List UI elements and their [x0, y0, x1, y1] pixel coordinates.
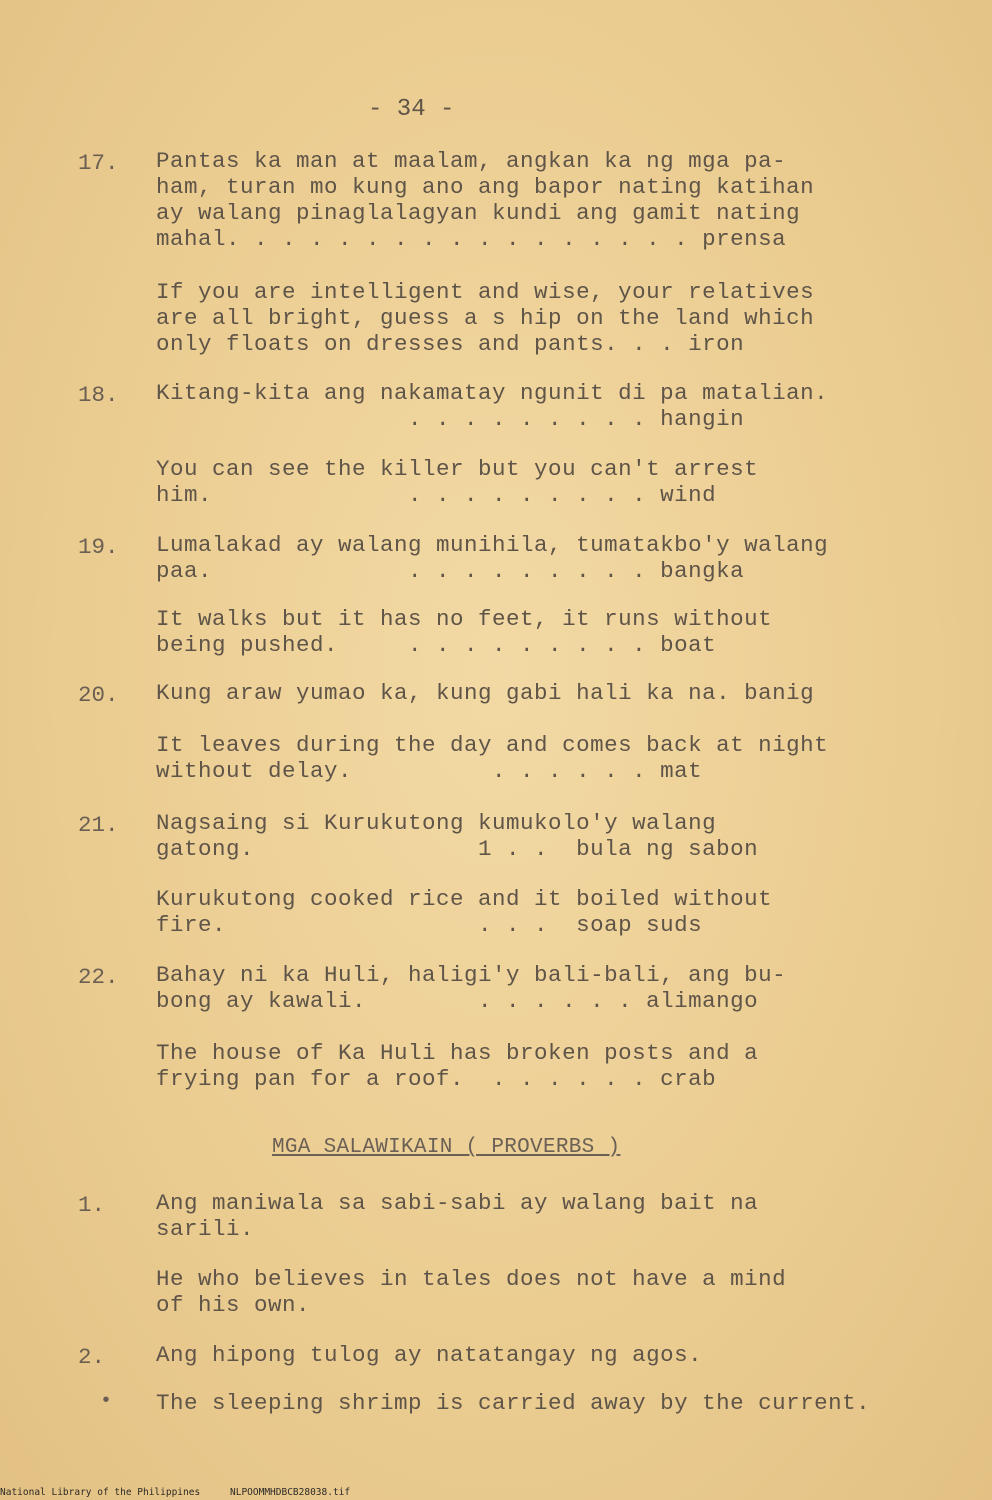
- riddle-tagalog-line: ay walang pinaglalagyan kundi ang gamit nating: [156, 200, 801, 226]
- proverb-tagalog-line: sarili.: [156, 1216, 255, 1242]
- proverb-english-line: The sleeping shrimp is carried away by the current.: [156, 1390, 871, 1416]
- riddle-english-line: It leaves during the day and comes back at night: [156, 732, 829, 758]
- riddle-english-line: It walks but it has no feet, it runs without: [156, 606, 773, 632]
- riddle-tagalog-line: Nagsaing si Kurukutong kumukolo'y walang: [156, 810, 717, 836]
- riddle-number: 17.: [78, 150, 119, 176]
- riddle-english-line: him. . . . . . . . . . wind: [156, 482, 717, 508]
- proverb-english-line: He who believes in tales does not have a mind: [156, 1266, 787, 1292]
- bullet-mark: •: [100, 1390, 113, 1413]
- riddle-tagalog-line: . . . . . . . . . hangin: [156, 406, 745, 432]
- riddle-tagalog-line: paa. . . . . . . . . . bangka: [156, 558, 745, 584]
- riddle-number: 18.: [78, 382, 119, 408]
- riddle-number: 22.: [78, 964, 119, 990]
- riddle-tagalog-line: ham, turan mo kung ano ang bapor nating katihan: [156, 174, 815, 200]
- riddle-number: 20.: [78, 682, 119, 708]
- riddle-english-line: are all bright, guess a s hip on the land which: [156, 305, 815, 331]
- riddle-tagalog-line: bong ay kawali. . . . . . . alimango: [156, 988, 759, 1014]
- riddle-english-line: frying pan for a roof. . . . . . . crab: [156, 1066, 717, 1092]
- riddle-tagalog-line: Kitang-kita ang nakamatay ngunit di pa matalian.: [156, 380, 829, 406]
- riddle-number: 19.: [78, 534, 119, 560]
- footer-library: National Library of the Philippines: [0, 1487, 201, 1498]
- proverb-english-line: of his own.: [156, 1292, 311, 1318]
- page-number: - 34 -: [368, 96, 455, 123]
- riddle-english-line: The house of Ka Huli has broken posts and a: [156, 1040, 759, 1066]
- riddle-tagalog-line: Lumalakad ay walang munihila, tumatakbo'y walang: [156, 532, 829, 558]
- proverb-number: 1.: [78, 1192, 106, 1218]
- riddle-english-line: If you are intelligent and wise, your relatives: [156, 279, 815, 305]
- riddle-tagalog-line: mahal. . . . . . . . . . . . . . . . . prensa: [156, 226, 787, 252]
- riddle-english-line: without delay. . . . . . . mat: [156, 758, 703, 784]
- riddle-tagalog-line: Kung araw yumao ka, kung gabi hali ka na. banig: [156, 680, 815, 706]
- riddle-english-line: You can see the killer but you can't arrest: [156, 456, 759, 482]
- footer-file: NLPOOMMHDBCB28038.tif: [230, 1487, 351, 1498]
- proverb-number: 2.: [78, 1344, 106, 1370]
- riddle-tagalog-line: gatong. 1 . . bula ng sabon: [156, 836, 759, 862]
- riddle-number: 21.: [78, 812, 119, 838]
- proverb-tagalog-line: Ang hipong tulog ay natatangay ng agos.: [156, 1342, 703, 1368]
- riddle-english-line: fire. . . . soap suds: [156, 912, 703, 938]
- riddle-english-line: being pushed. . . . . . . . . . boat: [156, 632, 717, 658]
- proverb-tagalog-line: Ang maniwala sa sabi-sabi ay walang bait na: [156, 1190, 759, 1216]
- section-heading: MGA SALAWIKAIN ( PROVERBS ): [272, 1136, 621, 1159]
- riddle-english-line: Kurukutong cooked rice and it boiled without: [156, 886, 773, 912]
- riddle-tagalog-line: Bahay ni ka Huli, haligi'y bali-bali, ang bu-: [156, 962, 787, 988]
- riddle-tagalog-line: Pantas ka man at maalam, angkan ka ng mga pa-: [156, 148, 787, 174]
- riddle-english-line: only floats on dresses and pants. . . iron: [156, 331, 745, 357]
